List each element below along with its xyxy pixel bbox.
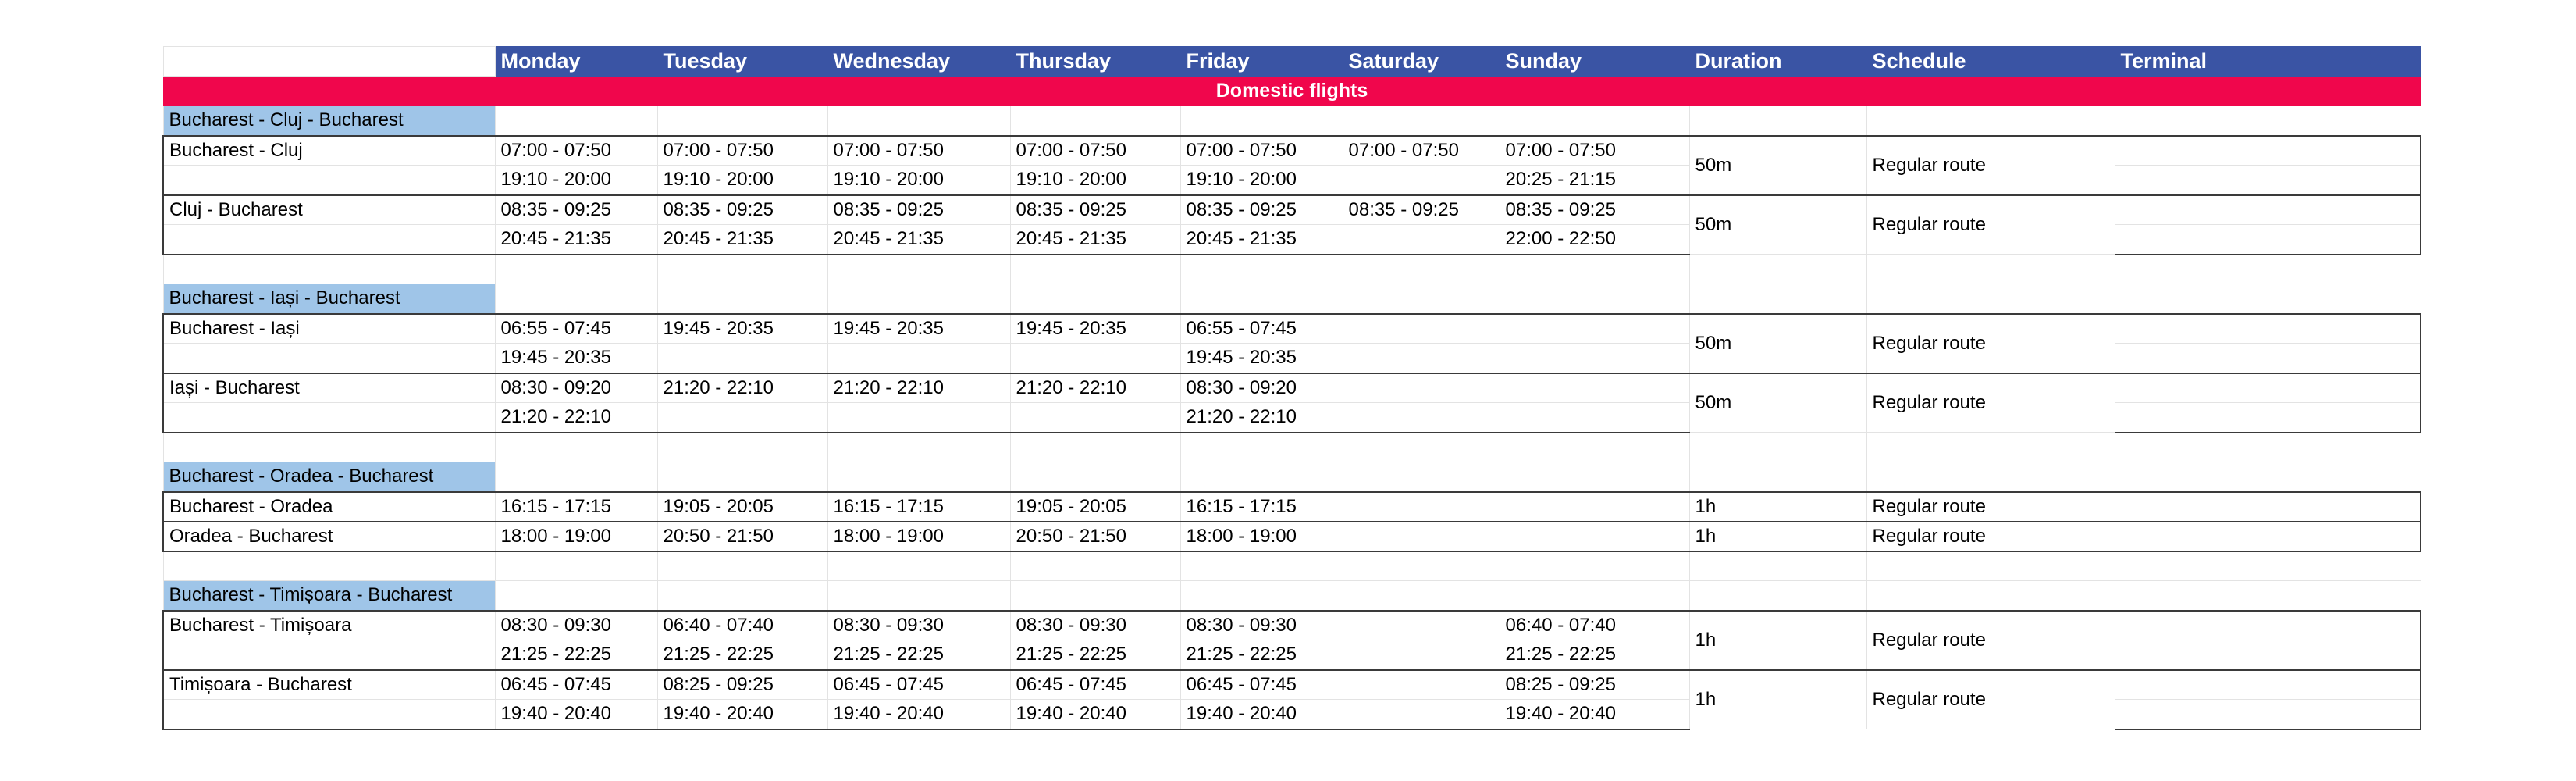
- flight-time-cell[interactable]: 06:40 - 07:40: [1500, 611, 1689, 640]
- flight-time-cell[interactable]: 06:45 - 07:45: [1180, 670, 1343, 700]
- empty-cell[interactable]: [1866, 433, 2115, 462]
- route-row: [163, 136, 2421, 166]
- route-duration[interactable]: 50m: [1689, 314, 1866, 373]
- route-row: [163, 522, 2421, 551]
- flight-time-cell[interactable]: 19:45 - 20:35: [1010, 314, 1180, 344]
- empty-cell[interactable]: [1689, 255, 1866, 284]
- flight-time-cell[interactable]: [1343, 403, 1500, 433]
- flight-time-cell[interactable]: 21:25 - 22:25: [1010, 640, 1180, 670]
- route-duration[interactable]: 1h: [1689, 670, 1866, 729]
- route-schedule[interactable]: Regular route: [1866, 670, 2115, 729]
- route-name[interactable]: Oradea - Bucharest: [163, 522, 495, 551]
- route-terminal[interactable]: [2115, 492, 2421, 522]
- route-schedule[interactable]: Regular route: [1866, 373, 2115, 433]
- flight-time-cell[interactable]: 20:50 - 21:50: [657, 522, 827, 551]
- flight-time-cell[interactable]: 08:35 - 09:25: [1343, 195, 1500, 225]
- empty-cell[interactable]: [1180, 284, 1343, 314]
- flight-time-cell[interactable]: [1343, 492, 1500, 522]
- section-title-row: [163, 284, 2421, 314]
- flight-time-cell[interactable]: 16:15 - 17:15: [1180, 492, 1343, 522]
- flight-time-cell[interactable]: [1500, 492, 1689, 522]
- flight-time-cell[interactable]: [1010, 403, 1180, 433]
- flight-time-cell[interactable]: 19:05 - 20:05: [657, 492, 827, 522]
- empty-cell[interactable]: [827, 284, 1010, 314]
- flight-time-cell[interactable]: [827, 403, 1010, 433]
- flight-time-cell[interactable]: 19:45 - 20:35: [657, 314, 827, 344]
- banner-row: [163, 77, 2421, 106]
- domestic-flights-banner[interactable]: Domestic flights: [163, 77, 2421, 106]
- empty-cell[interactable]: [1343, 106, 1500, 136]
- flight-time-cell[interactable]: 06:45 - 07:45: [1010, 670, 1180, 700]
- empty-cell[interactable]: [1343, 551, 1500, 581]
- flight-time-cell[interactable]: [1010, 344, 1180, 373]
- empty-cell[interactable]: [1500, 106, 1689, 136]
- route-row: [163, 492, 2421, 522]
- flight-time-cell[interactable]: 19:40 - 20:40: [657, 700, 827, 729]
- empty-cell[interactable]: [657, 433, 827, 462]
- route-terminal[interactable]: [2115, 344, 2421, 373]
- flight-time-cell[interactable]: [1500, 522, 1689, 551]
- flight-time-cell[interactable]: 08:35 - 09:25: [1010, 195, 1180, 225]
- flight-time-cell[interactable]: 19:10 - 20:00: [495, 166, 657, 195]
- flight-time-cell[interactable]: 06:55 - 07:45: [1180, 314, 1343, 344]
- flight-time-cell[interactable]: 06:45 - 07:45: [827, 670, 1010, 700]
- empty-cell[interactable]: [495, 106, 657, 136]
- flight-time-cell[interactable]: 08:35 - 09:25: [827, 195, 1010, 225]
- empty-cell[interactable]: [1866, 551, 2115, 581]
- route-name[interactable]: Cluj - Bucharest: [163, 195, 495, 225]
- flight-time-cell[interactable]: 21:25 - 22:25: [827, 640, 1010, 670]
- flight-time-cell[interactable]: 21:20 - 22:10: [495, 403, 657, 433]
- empty-cell[interactable]: [2115, 106, 2421, 136]
- flight-time-cell[interactable]: [657, 403, 827, 433]
- flight-time-cell[interactable]: [1343, 314, 1500, 344]
- header-terminal[interactable]: Terminal: [2115, 47, 2421, 77]
- flight-time-cell[interactable]: 07:00 - 07:50: [1010, 136, 1180, 166]
- empty-cell[interactable]: [1500, 284, 1689, 314]
- empty-cell[interactable]: [657, 551, 827, 581]
- header-tuesday[interactable]: Tuesday: [657, 47, 827, 77]
- flight-time-cell[interactable]: 07:00 - 07:50: [1343, 136, 1500, 166]
- flight-time-cell[interactable]: 19:40 - 20:40: [1010, 700, 1180, 729]
- empty-cell[interactable]: [163, 700, 495, 729]
- route-duration[interactable]: 50m: [1689, 195, 1866, 255]
- route-terminal[interactable]: [2115, 640, 2421, 670]
- flight-time-cell[interactable]: 21:25 - 22:25: [657, 640, 827, 670]
- flight-time-cell[interactable]: 20:45 - 21:35: [657, 225, 827, 255]
- route-row: [163, 611, 2421, 640]
- flight-time-cell[interactable]: 08:30 - 09:30: [827, 611, 1010, 640]
- empty-cell[interactable]: [2115, 462, 2421, 492]
- flight-time-cell[interactable]: 19:45 - 20:35: [495, 344, 657, 373]
- route-terminal[interactable]: [2115, 611, 2421, 640]
- flight-time-cell[interactable]: [1500, 373, 1689, 403]
- flight-time-cell[interactable]: 06:45 - 07:45: [495, 670, 657, 700]
- flight-time-cell[interactable]: 21:20 - 22:10: [827, 373, 1010, 403]
- flight-time-cell[interactable]: 08:35 - 09:25: [1180, 195, 1343, 225]
- empty-cell[interactable]: [495, 581, 657, 611]
- flight-time-cell[interactable]: 08:35 - 09:25: [657, 195, 827, 225]
- section-title-row: [163, 106, 2421, 136]
- flight-time-cell[interactable]: [1343, 373, 1500, 403]
- route-duration[interactable]: 50m: [1689, 136, 1866, 195]
- flight-time-cell[interactable]: 19:05 - 20:05: [1010, 492, 1180, 522]
- route-name[interactable]: Bucharest - Oradea: [163, 492, 495, 522]
- empty-cell[interactable]: [495, 284, 657, 314]
- flight-time-cell[interactable]: 19:10 - 20:00: [827, 166, 1010, 195]
- header-thursday[interactable]: Thursday: [1010, 47, 1180, 77]
- empty-cell[interactable]: [1866, 581, 2115, 611]
- flight-time-cell[interactable]: 21:25 - 22:25: [1500, 640, 1689, 670]
- empty-cell[interactable]: [1010, 581, 1180, 611]
- header-friday[interactable]: Friday: [1180, 47, 1343, 77]
- header-schedule[interactable]: Schedule: [1866, 47, 2115, 77]
- route-row: [163, 373, 2421, 403]
- empty-cell[interactable]: [1343, 462, 1500, 492]
- section-title[interactable]: Bucharest - Cluj - Bucharest: [163, 106, 495, 136]
- flight-time-cell[interactable]: 20:45 - 21:35: [1180, 225, 1343, 255]
- empty-cell[interactable]: [657, 462, 827, 492]
- header-wednesday[interactable]: Wednesday: [827, 47, 1010, 77]
- flight-time-cell[interactable]: [827, 344, 1010, 373]
- flight-time-cell[interactable]: 07:00 - 07:50: [827, 136, 1010, 166]
- flight-time-cell[interactable]: 20:45 - 21:35: [827, 225, 1010, 255]
- route-duration[interactable]: 1h: [1689, 611, 1866, 670]
- empty-cell[interactable]: [657, 106, 827, 136]
- route-schedule[interactable]: Regular route: [1866, 611, 2115, 670]
- route-terminal[interactable]: [2115, 225, 2421, 255]
- empty-cell[interactable]: [827, 462, 1010, 492]
- route-schedule[interactable]: Regular route: [1866, 136, 2115, 195]
- section-title[interactable]: Bucharest - Iași - Bucharest: [163, 284, 495, 314]
- route-terminal[interactable]: [2115, 373, 2421, 403]
- empty-cell[interactable]: [1180, 433, 1343, 462]
- flight-time-cell[interactable]: [657, 344, 827, 373]
- flight-time-cell[interactable]: 22:00 - 22:50: [1500, 225, 1689, 255]
- empty-cell[interactable]: [1180, 581, 1343, 611]
- flight-time-cell[interactable]: 20:45 - 21:35: [1010, 225, 1180, 255]
- empty-cell[interactable]: [163, 344, 495, 373]
- flight-time-cell[interactable]: 19:40 - 20:40: [495, 700, 657, 729]
- flight-time-cell[interactable]: [1500, 344, 1689, 373]
- empty-cell[interactable]: [1866, 284, 2115, 314]
- empty-cell[interactable]: [1689, 551, 1866, 581]
- empty-cell[interactable]: [1689, 462, 1866, 492]
- flight-time-cell[interactable]: 19:45 - 20:35: [827, 314, 1010, 344]
- spacer-row: [163, 551, 2421, 581]
- flight-time-cell[interactable]: 08:25 - 09:25: [1500, 670, 1689, 700]
- empty-cell[interactable]: [1343, 581, 1500, 611]
- header-row: [163, 47, 2421, 77]
- spacer-row: [163, 255, 2421, 284]
- empty-cell[interactable]: [1866, 106, 2115, 136]
- empty-cell[interactable]: [1010, 433, 1180, 462]
- empty-cell[interactable]: [657, 255, 827, 284]
- empty-cell[interactable]: [495, 433, 657, 462]
- flight-time-cell[interactable]: 08:30 - 09:20: [495, 373, 657, 403]
- empty-cell[interactable]: [163, 403, 495, 433]
- flight-time-cell[interactable]: 16:15 - 17:15: [495, 492, 657, 522]
- route-schedule[interactable]: Regular route: [1866, 522, 2115, 551]
- route-terminal[interactable]: [2115, 700, 2421, 729]
- header-corner-cell[interactable]: [163, 47, 495, 77]
- empty-cell[interactable]: [1180, 551, 1343, 581]
- route-duration[interactable]: 50m: [1689, 373, 1866, 433]
- route-name[interactable]: Bucharest - Timișoara: [163, 611, 495, 640]
- flight-time-cell[interactable]: 20:45 - 21:35: [495, 225, 657, 255]
- empty-cell[interactable]: [495, 462, 657, 492]
- flight-time-cell[interactable]: 06:40 - 07:40: [657, 611, 827, 640]
- flight-time-cell[interactable]: 06:55 - 07:45: [495, 314, 657, 344]
- empty-cell[interactable]: [1010, 255, 1180, 284]
- route-name[interactable]: Timișoara - Bucharest: [163, 670, 495, 700]
- flight-time-cell[interactable]: 08:30 - 09:30: [1180, 611, 1343, 640]
- flight-time-cell[interactable]: 07:00 - 07:50: [1180, 136, 1343, 166]
- flight-time-cell[interactable]: 19:10 - 20:00: [1010, 166, 1180, 195]
- flight-time-cell[interactable]: 08:30 - 09:20: [1180, 373, 1343, 403]
- empty-cell[interactable]: [1343, 284, 1500, 314]
- empty-cell[interactable]: [1500, 433, 1689, 462]
- empty-cell[interactable]: [163, 551, 495, 581]
- empty-cell[interactable]: [163, 433, 495, 462]
- route-terminal[interactable]: [2115, 403, 2421, 433]
- route-schedule[interactable]: Regular route: [1866, 195, 2115, 255]
- header-saturday[interactable]: Saturday: [1343, 47, 1500, 77]
- route-duration[interactable]: 1h: [1689, 522, 1866, 551]
- route-row: [163, 314, 2421, 344]
- route-terminal[interactable]: [2115, 522, 2421, 551]
- flight-time-cell[interactable]: [1343, 700, 1500, 729]
- flight-time-cell[interactable]: 20:25 - 21:15: [1500, 166, 1689, 195]
- route-name[interactable]: Iași - Bucharest: [163, 373, 495, 403]
- empty-cell[interactable]: [2115, 255, 2421, 284]
- empty-cell[interactable]: [163, 640, 495, 670]
- empty-cell[interactable]: [1180, 462, 1343, 492]
- empty-cell[interactable]: [1500, 255, 1689, 284]
- header-sunday[interactable]: Sunday: [1500, 47, 1689, 77]
- flight-time-cell[interactable]: 19:45 - 20:35: [1180, 344, 1343, 373]
- flight-time-cell[interactable]: 21:20 - 22:10: [1010, 373, 1180, 403]
- route-terminal[interactable]: [2115, 166, 2421, 195]
- empty-cell[interactable]: [2115, 284, 2421, 314]
- empty-cell[interactable]: [1010, 106, 1180, 136]
- route-name[interactable]: Bucharest - Cluj: [163, 136, 495, 166]
- flight-time-cell[interactable]: 07:00 - 07:50: [495, 136, 657, 166]
- route-terminal[interactable]: [2115, 314, 2421, 344]
- section-title-row: [163, 581, 2421, 611]
- empty-cell[interactable]: [1343, 255, 1500, 284]
- flight-time-cell[interactable]: 08:30 - 09:30: [495, 611, 657, 640]
- empty-cell[interactable]: [1180, 106, 1343, 136]
- flight-time-cell[interactable]: [1343, 611, 1500, 640]
- flight-time-cell[interactable]: 19:40 - 20:40: [1180, 700, 1343, 729]
- empty-cell[interactable]: [1500, 462, 1689, 492]
- header-monday[interactable]: Monday: [495, 47, 657, 77]
- flight-time-cell[interactable]: 08:35 - 09:25: [1500, 195, 1689, 225]
- route-terminal[interactable]: [2115, 670, 2421, 700]
- route-duration[interactable]: 1h: [1689, 492, 1866, 522]
- flight-time-cell[interactable]: 21:25 - 22:25: [1180, 640, 1343, 670]
- flight-time-cell[interactable]: 20:50 - 21:50: [1010, 522, 1180, 551]
- flight-time-cell[interactable]: [1343, 166, 1500, 195]
- flight-time-cell[interactable]: [1343, 640, 1500, 670]
- empty-cell[interactable]: [1866, 462, 2115, 492]
- flight-time-cell[interactable]: [1343, 522, 1500, 551]
- empty-cell[interactable]: [2115, 581, 2421, 611]
- empty-cell[interactable]: [1689, 284, 1866, 314]
- flight-time-cell[interactable]: 08:25 - 09:25: [657, 670, 827, 700]
- flight-time-cell[interactable]: 21:25 - 22:25: [495, 640, 657, 670]
- empty-cell[interactable]: [163, 225, 495, 255]
- empty-cell[interactable]: [1500, 551, 1689, 581]
- empty-cell[interactable]: [163, 255, 495, 284]
- flight-time-cell[interactable]: 19:40 - 20:40: [827, 700, 1010, 729]
- empty-cell[interactable]: [657, 581, 827, 611]
- header-duration[interactable]: Duration: [1689, 47, 1866, 77]
- route-name[interactable]: Bucharest - Iași: [163, 314, 495, 344]
- empty-cell[interactable]: [163, 166, 495, 195]
- route-row: [163, 195, 2421, 225]
- route-schedule[interactable]: Regular route: [1866, 492, 2115, 522]
- flight-schedule-sheet: [162, 46, 2421, 730]
- flight-time-cell[interactable]: 07:00 - 07:50: [657, 136, 827, 166]
- empty-cell[interactable]: [495, 255, 657, 284]
- empty-cell[interactable]: [495, 551, 657, 581]
- flight-time-cell[interactable]: [1500, 314, 1689, 344]
- flight-time-cell[interactable]: 19:10 - 20:00: [657, 166, 827, 195]
- flight-time-cell[interactable]: 19:40 - 20:40: [1500, 700, 1689, 729]
- empty-cell[interactable]: [827, 106, 1010, 136]
- empty-cell[interactable]: [827, 433, 1010, 462]
- flight-time-cell[interactable]: [1500, 403, 1689, 433]
- flight-time-cell[interactable]: [1343, 670, 1500, 700]
- empty-cell[interactable]: [2115, 551, 2421, 581]
- empty-cell[interactable]: [1180, 255, 1343, 284]
- empty-cell[interactable]: [1010, 462, 1180, 492]
- flight-time-cell[interactable]: 08:30 - 09:30: [1010, 611, 1180, 640]
- empty-cell[interactable]: [1689, 106, 1866, 136]
- flight-time-cell[interactable]: 21:20 - 22:10: [1180, 403, 1343, 433]
- empty-cell[interactable]: [1689, 433, 1866, 462]
- flight-time-cell[interactable]: 18:00 - 19:00: [495, 522, 657, 551]
- section-title-row: [163, 462, 2421, 492]
- empty-cell[interactable]: [1010, 284, 1180, 314]
- empty-cell[interactable]: [1689, 581, 1866, 611]
- empty-cell[interactable]: [1500, 581, 1689, 611]
- flight-time-cell[interactable]: 08:35 - 09:25: [495, 195, 657, 225]
- route-row: [163, 670, 2421, 700]
- empty-cell[interactable]: [657, 284, 827, 314]
- flight-time-cell[interactable]: [1343, 225, 1500, 255]
- section-title[interactable]: Bucharest - Timișoara - Bucharest: [163, 581, 495, 611]
- empty-cell[interactable]: [2115, 433, 2421, 462]
- empty-cell[interactable]: [1343, 433, 1500, 462]
- flight-time-cell[interactable]: [1343, 344, 1500, 373]
- section-title[interactable]: Bucharest - Oradea - Bucharest: [163, 462, 495, 492]
- route-terminal[interactable]: [2115, 136, 2421, 166]
- flight-time-cell[interactable]: 18:00 - 19:00: [827, 522, 1010, 551]
- route-schedule[interactable]: Regular route: [1866, 314, 2115, 373]
- empty-cell[interactable]: [1866, 255, 2115, 284]
- flight-time-cell[interactable]: 16:15 - 17:15: [827, 492, 1010, 522]
- flight-time-cell[interactable]: 18:00 - 19:00: [1180, 522, 1343, 551]
- flight-time-cell[interactable]: 19:10 - 20:00: [1180, 166, 1343, 195]
- empty-cell[interactable]: [1010, 551, 1180, 581]
- empty-cell[interactable]: [827, 255, 1010, 284]
- empty-cell[interactable]: [827, 551, 1010, 581]
- spacer-row: [163, 433, 2421, 462]
- flight-schedule-table: [162, 46, 2421, 730]
- empty-cell[interactable]: [827, 581, 1010, 611]
- flight-time-cell[interactable]: 07:00 - 07:50: [1500, 136, 1689, 166]
- flight-time-cell[interactable]: 21:20 - 22:10: [657, 373, 827, 403]
- route-terminal[interactable]: [2115, 195, 2421, 225]
